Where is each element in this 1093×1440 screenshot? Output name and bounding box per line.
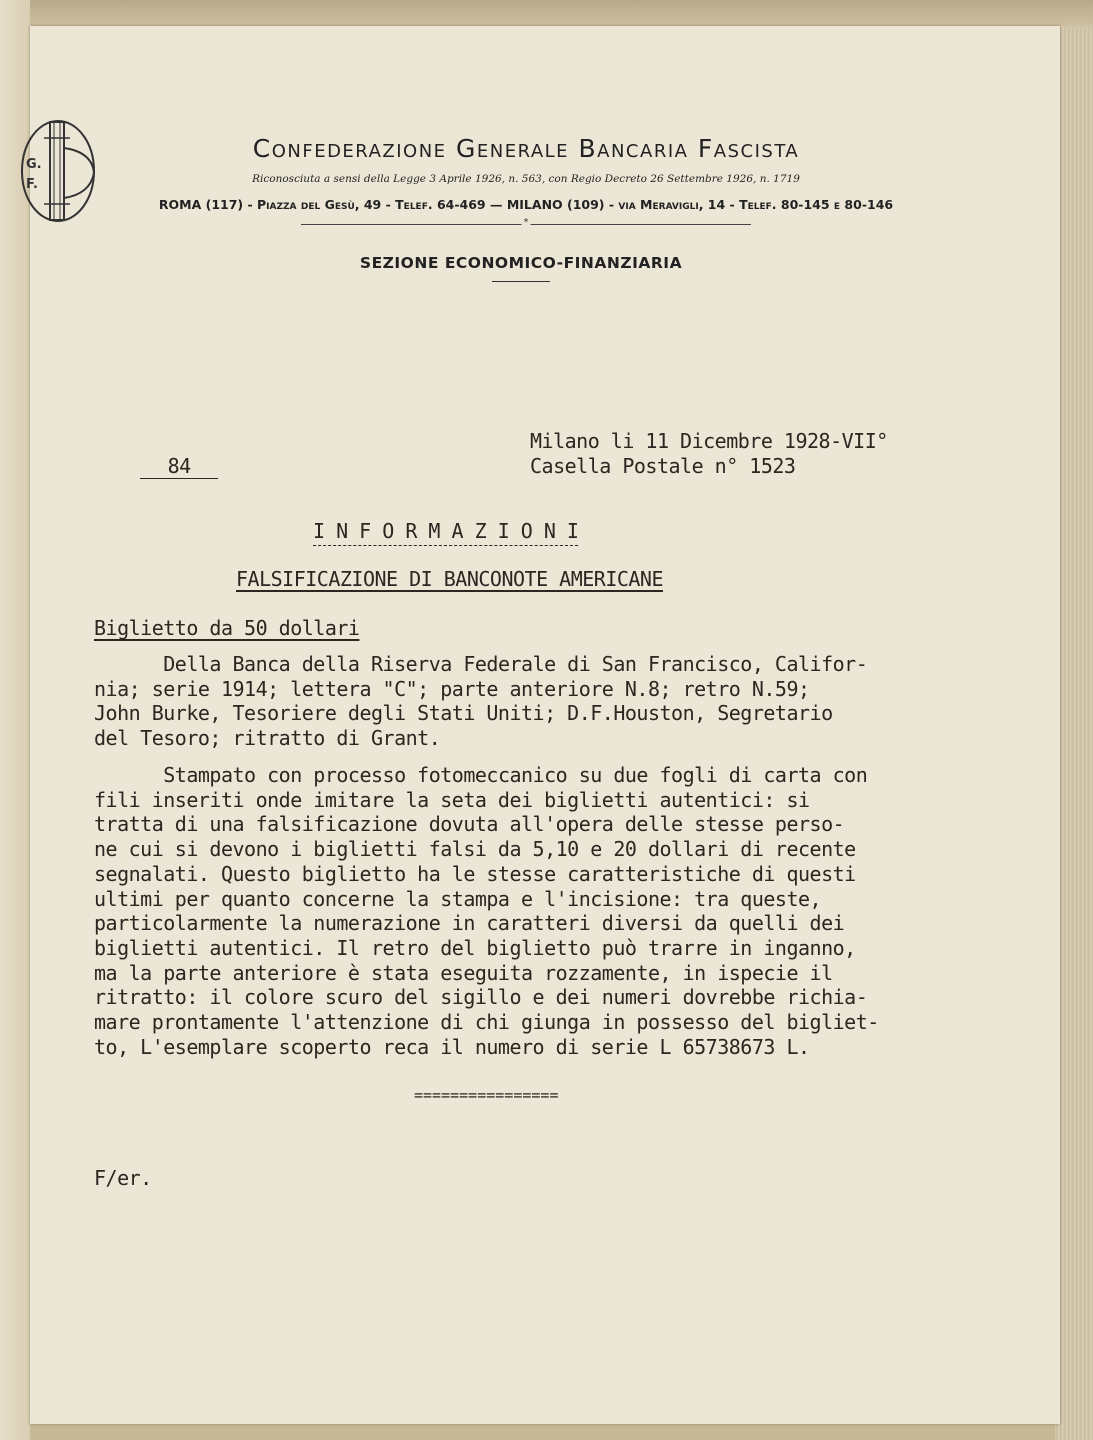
letterhead-divider — [301, 217, 751, 228]
place-date: Milano li 11 Dicembre 1928-VII° — [530, 429, 888, 453]
document-number-value: 84 — [140, 454, 218, 479]
divider-star-icon: * — [523, 217, 529, 228]
typist-initials: F/er. — [94, 1166, 152, 1190]
page-stack-edge — [1055, 26, 1093, 1440]
paragraph-description: Della Banca della Riserva Federale di San Francisco, Califor- nia; serie 1914; lettera "C"; parte anteriore N.8; retro N.59; John Burke, Tesoriere degli Stati Uniti; D.F.Houston, Segretario del Tesoro; ritratto di Grant. — [94, 652, 868, 751]
separator-line: ================ — [414, 1086, 559, 1104]
section-underline — [492, 281, 550, 282]
fasces-logo — [26, 118, 98, 224]
paragraph-details: Stampato con processo fotomeccanico su due fogli di carta con fili inseriti onde imitare la seta dei biglietti autentici: si tratta di una falsificazione dovuta all'opera delle stesse perso- ne cui si devono i biglietti falsi da 5,10 e 20 dollari di recente segnalati. Questo biglietto ha le stesse caratteristiche di questi ultimi per quanto concerne la stampa e l'incisione: tra queste, particolarmente la numerazione in caratteri diversi da quelli dei biglietti autentici. Il retro del biglietto può trarre in inganno, ma la parte anteriore è stata eseguita rozzamente, in ispecie il ritratto: il colore scuro del sigillo e dei numeri dovrebbe richia- mare prontamente l'attenzione di chi giunga in possesso del bigliet- to, L'esemplare scoperto reca il numero di serie L 65738673 L. — [94, 763, 879, 1059]
underlying-page-edge — [0, 0, 30, 1440]
item-title: Biglietto da 50 dollari — [94, 616, 360, 640]
document-page — [26, 26, 1060, 1424]
postal-box: Casella Postale n° 1523 — [530, 454, 796, 478]
address-line: ROMA (117) - Piazza del Gesù, 49 - Telef. 64-469 — MILANO (109) - via Meravigli, 14 - Telef. 80-145 e 80-146 — [158, 197, 894, 212]
page-top-edge — [30, 0, 1093, 26]
svg-text:G.: G. — [26, 157, 42, 172]
organization-title: Confederazione Generale Bancaria Fascista — [252, 134, 800, 163]
legal-recognition: Riconosciuta a sensi della Legge 3 Aprile 1926, n. 563, con Regio Decreto 26 Settembre 1926, n. 1719 — [252, 173, 800, 185]
letterhead — [136, 134, 916, 228]
svg-text:F.: F. — [26, 177, 38, 192]
document-number — [94, 430, 218, 503]
subject-line: FALSIFICAZIONE DI BANCONOTE AMERICANE — [236, 567, 664, 591]
heading-informazioni: I N F O R M A Z I O N I — [313, 519, 578, 546]
section-title-block — [236, 254, 806, 282]
section-title: SEZIONE ECONOMICO-FINANZIARIA — [359, 254, 683, 272]
